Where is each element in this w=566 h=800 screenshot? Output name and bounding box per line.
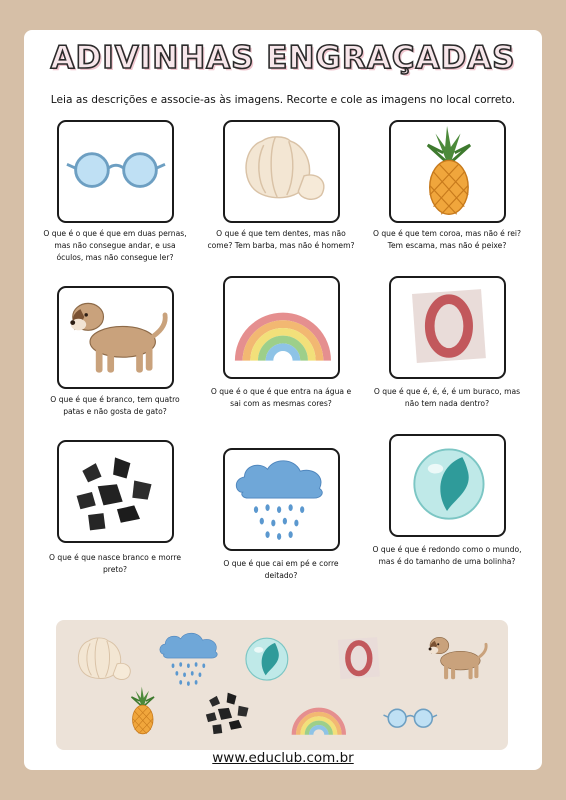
riddle-text-letter-o: O que é que é, é, é, é um buraco, mas não tem nada dentro? xyxy=(373,387,521,408)
riddle-card-rainbow[interactable] xyxy=(223,276,340,379)
coal-icon xyxy=(59,442,172,541)
rainbow-icon xyxy=(225,278,338,377)
footer-link[interactable]: www.educlub.com.br xyxy=(212,750,354,766)
instructions-text: Leia as descrições e associe-as às imagens. Recorte e cole as imagens no local correto. xyxy=(50,94,516,106)
dog-icon xyxy=(59,288,172,387)
letter-o-icon[interactable] xyxy=(326,630,390,688)
rainbow-icon[interactable] xyxy=(284,688,352,744)
page-title: ADIVINHAS ENGRAÇADAS xyxy=(50,40,516,76)
garlic-icon xyxy=(225,122,338,221)
riddle-card-letter-o[interactable] xyxy=(389,276,506,379)
riddle-text-rainbow: O que é o que é que entra na água e sai com as mesmas cores? xyxy=(210,387,352,408)
riddle-card-coal[interactable] xyxy=(57,440,174,543)
riddle-text-dog: O que é que é branco, tem quatro patas e não gosta de gato? xyxy=(50,395,180,416)
riddle-text-glasses: O que é o que é que em duas pernas, mas não consegue andar, e usa óculos, mas não consegue ler? xyxy=(43,229,187,262)
riddle-card-pineapple[interactable] xyxy=(389,120,506,223)
glasses-icon[interactable] xyxy=(374,692,446,746)
riddle-text-garlic: O que é que tem dentes, mas não come? Tem barba, mas não é homem? xyxy=(207,229,355,250)
glasses-icon xyxy=(59,122,172,221)
cutout-bank xyxy=(56,620,508,750)
riddle-card-dog[interactable] xyxy=(57,286,174,389)
coal-icon[interactable] xyxy=(196,682,260,742)
letter-o-icon xyxy=(391,278,504,377)
pineapple-icon xyxy=(391,122,504,221)
marble-icon[interactable] xyxy=(232,630,300,690)
dog-icon[interactable] xyxy=(420,628,492,688)
riddle-text-pineapple: O que é que tem coroa, mas não é rei? Tem escama, mas não é peixe? xyxy=(372,229,522,250)
marble-icon xyxy=(391,436,504,535)
riddle-card-garlic[interactable] xyxy=(223,120,340,223)
pineapple-icon[interactable] xyxy=(112,678,172,744)
riddle-card-marble[interactable] xyxy=(389,434,506,537)
riddle-text-rain-cloud: O que é que cai em pé e corre deitado? xyxy=(223,559,339,580)
riddle-card-glasses[interactable] xyxy=(57,120,174,223)
riddle-text-coal: O que é que nasce branco e morre preto? xyxy=(49,553,181,574)
riddle-card-rain-cloud[interactable] xyxy=(223,448,340,551)
rain-cloud-icon xyxy=(225,450,338,549)
riddle-text-marble: O que é que é redondo como o mundo, mas é do tamanho de uma bolinha? xyxy=(372,545,522,566)
